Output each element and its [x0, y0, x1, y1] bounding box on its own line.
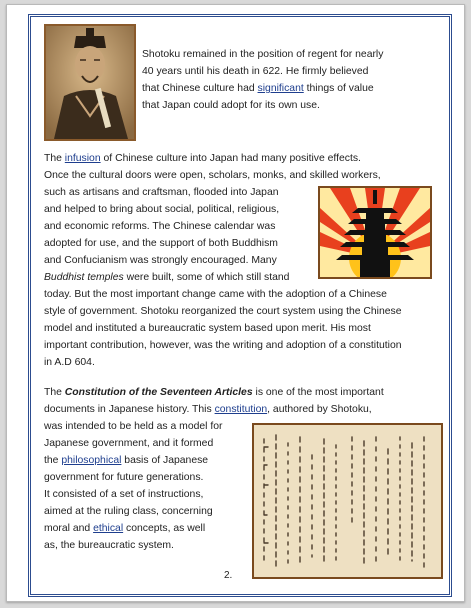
- para2-line1: The infusion of Chinese culture into Japan had many positive effects.: [44, 153, 361, 164]
- para2-line7: and Confucianism was strongly encouraged. Many: [44, 255, 277, 266]
- para1-line3: that Chinese culture had significant things of value: [142, 83, 374, 94]
- para3-line3: was intended to be held as a model for: [44, 421, 223, 432]
- link-significant[interactable]: significant: [257, 83, 304, 94]
- para2-line4: and helped to bring about social, political, religious,: [44, 204, 280, 215]
- link-philosophical[interactable]: philosophical: [61, 455, 122, 466]
- page-number: 2.: [224, 570, 233, 581]
- constitution-scroll-image: [252, 423, 443, 579]
- constitution-title-text: Constitution of the Seventeen Articles: [64, 387, 253, 398]
- para3-line4: Japanese government, and it formed: [44, 438, 214, 449]
- shotoku-portrait-image: [44, 24, 136, 141]
- link-ethical[interactable]: ethical: [93, 523, 124, 534]
- para3-line5: the philosophical basis of Japanese: [44, 455, 209, 466]
- para2-line3: such as artisans and craftsman, flooded into Japan: [44, 187, 279, 198]
- para1-line4: that Japan could adopt for its own use.: [142, 100, 320, 111]
- para3-line7: It consisted of a set of instructions,: [44, 489, 204, 500]
- para1-line2: 40 years until his death in 622. He firmly believed: [142, 66, 369, 77]
- para2-line2: Once the cultural doors were open, scholars, monks, and skilled workers,: [44, 170, 381, 181]
- para3-line9: moral and ethical concepts, as well: [44, 523, 206, 534]
- para2-line13: in A.D 604.: [44, 357, 95, 368]
- para2-line10: style of government. Shotoku reorganized the court system using the Chinese: [44, 306, 402, 317]
- link-infusion[interactable]: infusion: [64, 153, 101, 164]
- para3-line2: documents in Japanese history. This constitution, authored by Shotoku,: [44, 404, 372, 415]
- para2-line5: and economic reforms. The Chinese calendar was: [44, 221, 276, 232]
- pagoda-sunrise-image: [318, 186, 432, 279]
- para2-line12: important contribution, however, was the writing and adoption of a constitution: [44, 340, 402, 351]
- para1-line1: Shotoku remained in the position of regent for nearly: [142, 49, 384, 60]
- para3-line8: aimed at the ruling class, concerning: [44, 506, 213, 517]
- buddhist-temples-italic: Buddhist temples: [44, 272, 124, 283]
- link-constitution[interactable]: constitution: [214, 404, 268, 415]
- para2-line11: model and instituted a bureaucratic system based upon merit. His most: [44, 323, 371, 334]
- para3-line6: government for future generations.: [44, 472, 204, 483]
- para3-line1: The Constitution of the Seventeen Articles is one of the most important: [44, 387, 384, 398]
- para2-line9: today. But the most important change came with the adoption of a Chinese: [44, 289, 387, 300]
- para2-line6: adopted for use, and the support of both Buddhism: [44, 238, 278, 249]
- para3-line10: as, the bureaucratic system.: [44, 540, 174, 551]
- para2-line8: Buddhist temples were built, some of which still stand: [44, 272, 290, 283]
